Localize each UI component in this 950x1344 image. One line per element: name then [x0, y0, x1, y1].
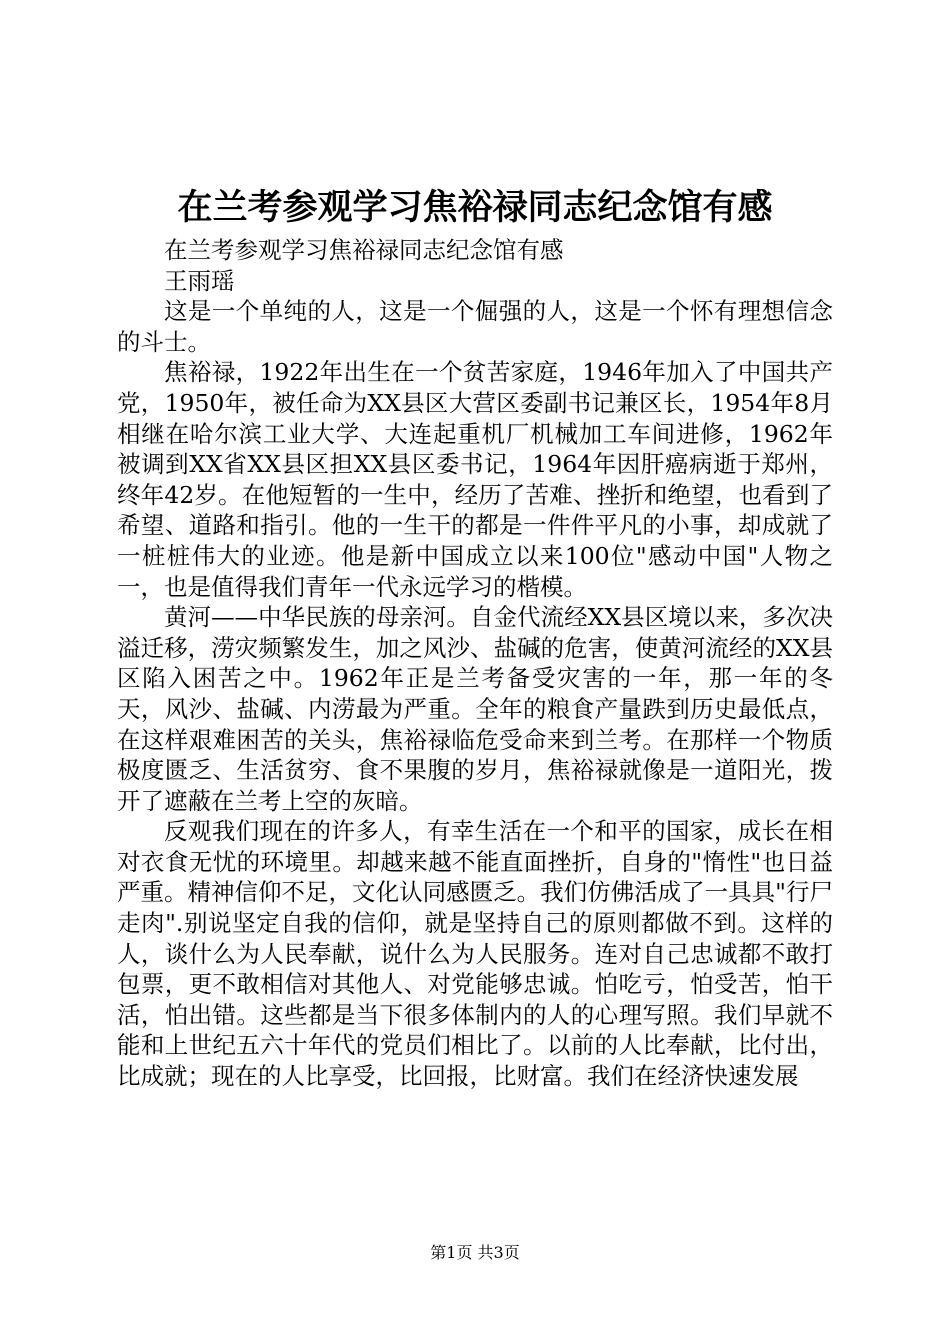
document-title: 在兰考参观学习焦裕禄同志纪念馆有感	[177, 187, 773, 228]
page-footer: 第1页 共3页	[430, 1243, 520, 1262]
author-paragraph: 王雨瑶	[164, 266, 235, 295]
body-paragraph: 反观我们现在的许多人，有幸生活在一个和平的国家，成长在相对衣食无忧的环境里。却越来越不能直面挫折，自身的"惰性"也日益严重。精神信仰不足，文化认同感匮乏。我们仿佛活成了一具具"行尸走肉".别说坚定自我的信仰，就是坚持自己的原则都做不到。这样的人，谈什么为人民奉献，说什么为人民服务。连对自己忠诚都不敢打包票，更不敢相信对其他人、对党能够忠诚。怕吃亏，怕受苦，怕干活，怕出错。这些都是当下很多体制内的人的心理写照。我们早就不能和上世纪五六十年代的党员们相比了。以前的人比奉献，比付出，比成就；现在的人比享受，比回报，比财富。我们在经济快速发展	[117, 817, 833, 1091]
body-paragraph: 这是一个单纯的人，这是一个倔强的人，这是一个怀有理想信念的斗士。	[117, 297, 833, 356]
subtitle-paragraph: 在兰考参观学习焦裕禄同志纪念馆有感	[164, 236, 564, 264]
body-paragraph: 焦裕禄，1922年出生在一个贫苦家庭，1946年加入了中国共产党，1950年，被任命为XX县区大营区委副书记兼区长，1954年8月相继在哈尔滨工业大学、大连起重机厂机械加工车间进修，1962年被调到XX省XX县区担XX县区委书记，1964年因肝癌病逝于郑州，终年42岁。在他短暂的一生中，经历了苦难、挫折和绝望，也看到了希望、道路和指引。他的一生干的都是一件件平凡的小事，却成就了一桩桩伟大的业迹。他是新中国成立以来100位"感动中国"人物之一，也是值得我们青年一代永远学习的楷模。	[117, 358, 833, 601]
body-paragraph: 黄河——中华民族的母亲河。自金代流经XX县区境以来，多次决溢迁移，涝灾频繁发生，加之风沙、盐碱的危害，使黄河流经的XX县区陷入困苦之中。1962年正是兰考备受灾害的一年，那一年的冬天，风沙、盐碱、内涝最为严重。全年的粮食产量跌到历史最低点，在这样艰难困苦的关头，焦裕禄临危受命来到兰考。在那样一个物质极度匮乏、生活贫穷、食不果腹的岁月，焦裕禄就像是一道阳光，拨开了遮蔽在兰考上空的灰暗。	[117, 603, 833, 815]
document-body	[117, 209, 833, 1092]
